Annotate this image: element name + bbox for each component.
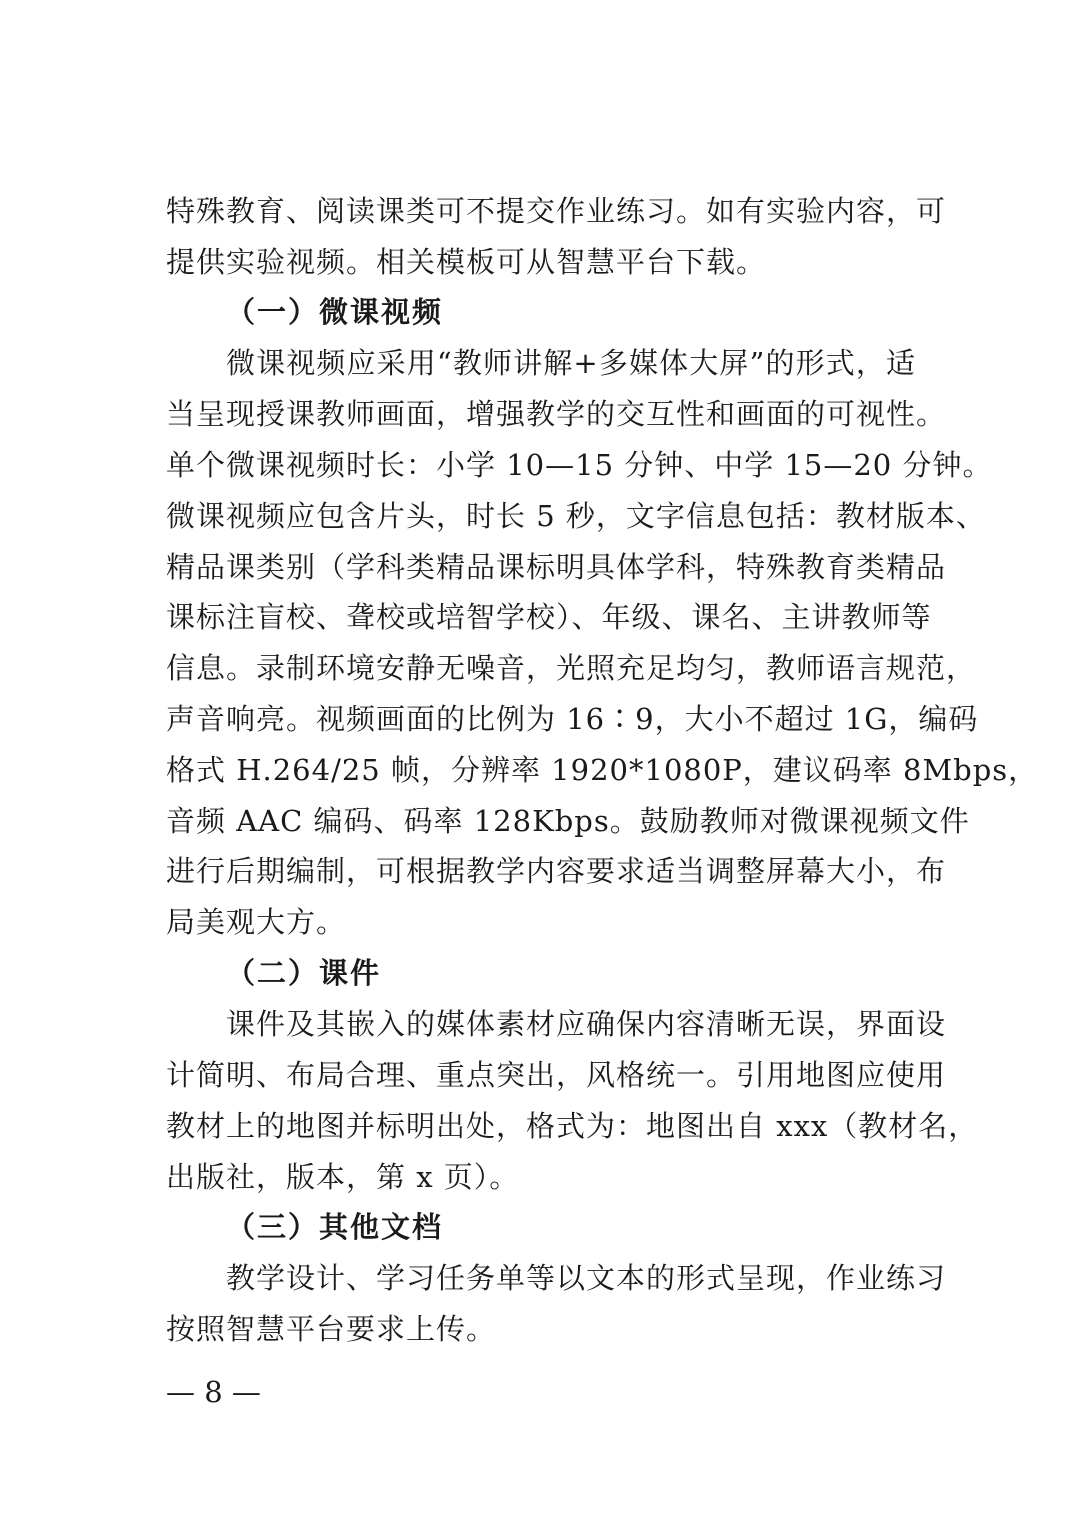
paragraph-line: 精品课类别（学科类精品课标明具体学科，特殊教育类精品 xyxy=(166,550,947,584)
paragraph-line: 提供实验视频。相关模板可从智慧平台下载。 xyxy=(166,245,767,279)
paragraph-line: 单个微课视频时长：小学 10—15 分钟、中学 15—20 分钟。 xyxy=(166,448,993,482)
paragraph-line: 教学设计、学习任务单等以文本的形式呈现，作业练习 xyxy=(226,1261,947,1295)
paragraph-line: 当呈现授课教师画面，增强教学的交互性和画面的可视性。 xyxy=(166,397,947,431)
paragraph-line: 计简明、布局合理、重点突出，风格统一。引用地图应使用 xyxy=(166,1058,947,1092)
section-heading-other-documents: （三）其他文档 xyxy=(226,1210,444,1244)
paragraph-line: 声音响亮。视频画面的比例为 16∶9，大小不超过 1G，编码 xyxy=(166,702,979,736)
paragraph-line: 信息。录制环境安静无噪音，光照充足均匀，教师语言规范， xyxy=(166,651,977,685)
page-number: — 8 — xyxy=(166,1375,261,1409)
paragraph-line: 课标注盲校、聋校或培智学校）、年级、课名、主讲教师等 xyxy=(166,600,932,634)
paragraph-line: 格式 H.264/25 帧，分辨率 1920*1080P，建议码率 8Mbps， xyxy=(166,753,1039,787)
paragraph-line: 进行后期编制，可根据教学内容要求适当调整屏幕大小，布 xyxy=(166,854,947,888)
paragraph-line: 按照智慧平台要求上传。 xyxy=(166,1312,497,1346)
paragraph-line: 出版社，版本，第 x 页）。 xyxy=(166,1160,520,1194)
paragraph-line: 微课视频应采用“教师讲解+多媒体大屏”的形式，适 xyxy=(226,346,916,380)
section-heading-micro-video: （一）微课视频 xyxy=(226,295,444,329)
paragraph-line: 特殊教育、阅读课类可不提交作业练习。如有实验内容，可 xyxy=(166,194,947,228)
paragraph-line: 微课视频应包含片头，时长 5 秒，文字信息包括：教材版本、 xyxy=(166,499,986,533)
paragraph-line: 教材上的地图并标明出处，格式为：地图出自 xxx（教材名， xyxy=(166,1109,979,1143)
paragraph-line: 音频 AAC 编码、码率 128Kbps。鼓励教师对微课视频文件 xyxy=(166,804,970,838)
section-heading-courseware: （二）课件 xyxy=(226,956,382,990)
paragraph-line: 局美观大方。 xyxy=(166,905,347,939)
paragraph-line: 课件及其嵌入的媒体素材应确保内容清晰无误，界面设 xyxy=(226,1007,947,1041)
